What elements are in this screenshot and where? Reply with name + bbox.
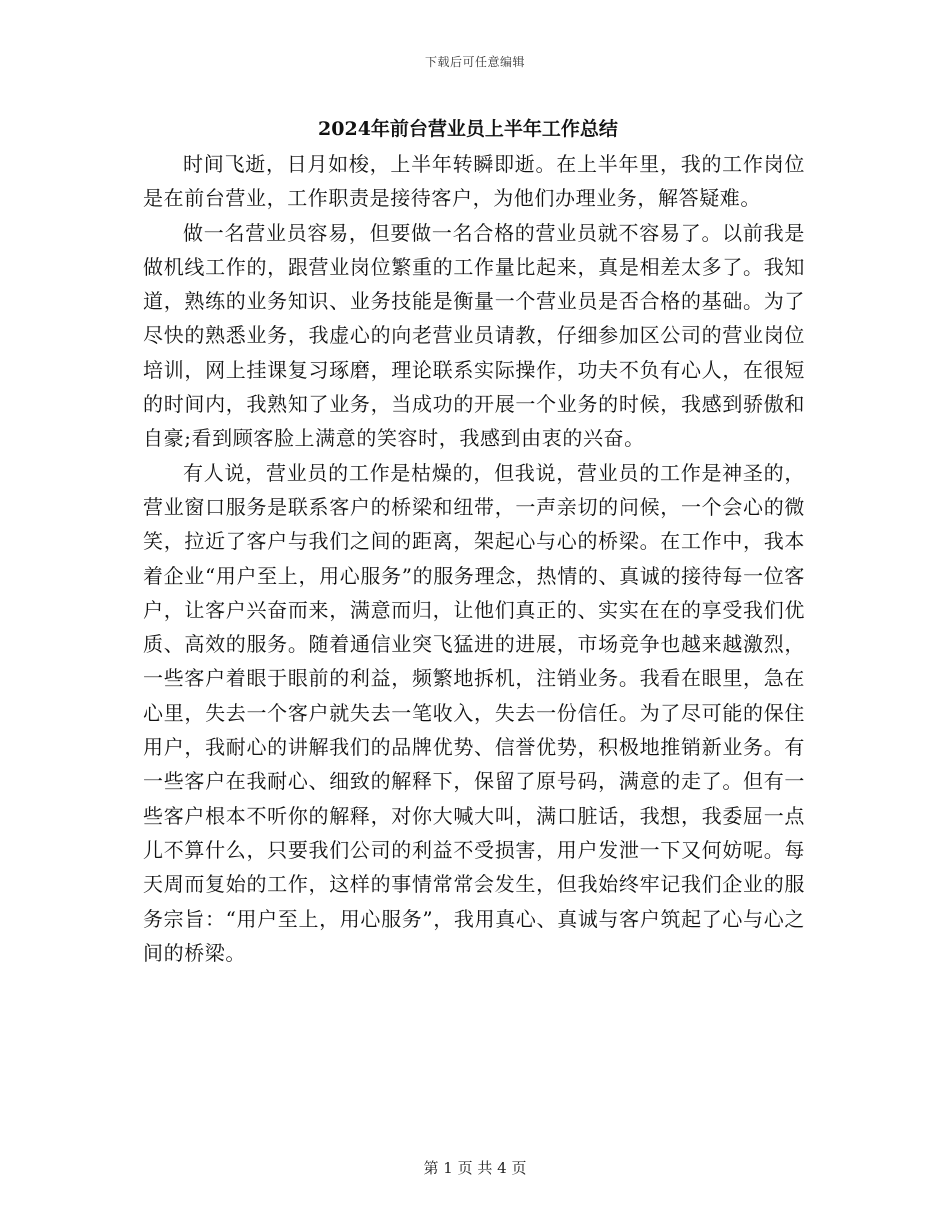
- document-title: 2024年前台营业员上半年工作总结: [318, 118, 618, 140]
- document-body: [143, 147, 805, 970]
- page-number: 第 1 页 共 4 页: [423, 1159, 527, 1177]
- paragraph-2: 做一名营业员容易，但要做一名合格的营业员就不容易了。以前我是做机线工作的，跟营业岗位繁重的工作量比起来，真是相差太多了。我知道，熟练的业务知识、业务技能是衡量一个营业员是否合格的基础。为了尽快的熟悉业务，我虚心的向老营业员请教，仔细参加区公司的营业岗位培训，网上挂课复习琢磨，理论联系实际操作，功夫不负有心人，在很短的时间内，我熟知了业务，当成功的开展一个业务的时候，我感到骄傲和自豪;看到顾客脸上满意的笑容时，我感到由衷的兴奋。: [143, 220, 805, 451]
- header-note: 下载后可任意编辑: [424, 55, 525, 69]
- paragraph-3: 有人说，营业员的工作是枯燥的，但我说，营业员的工作是神圣的，营业窗口服务是联系客户的桥梁和纽带，一声亲切的问候，一个会心的微笑，拉近了客户与我们之间的距离，架起心与心的桥梁。在工作中，我本着企业“用户至上，用心服务”的服务理念，热情的、真诚的接待每一位客户，让客户兴奋而来，满意而归，让他们真正的、实实在在的享受我们优质、高效的服务。随着通信业突飞猛进的进展，市场竞争也越来越激烈，一些客户着眼于眼前的利益，频繁地拆机，注销业务。我看在眼里，急在心里，失去一个客户就失去一笔收入，失去一份信任。为了尽可能的保住用户，我耐心的讲解我们的品牌优势、信誉优势，积极地推销新业务。有一些客户在我耐心、细致的解释下，保留了原号码，满意的走了。但有一些客户根本不听你的解释，对你大喊大叫，满口脏话，我想，我委屈一点儿不算什么，只要我们公司的利益不受损害，用户发泄一下又何妨呢。每天周而复始的工作，这样的事情常常会发生，但我始终牢记我们企业的服务宗旨：“用户至上，用心服务”，我用真心、真诚与客户筑起了心与心之间的桥梁。: [143, 460, 805, 965]
- paragraph-1: 时间飞逝，日月如梭，上半年转瞬即逝。在上半年里，我的工作岗位是在前台营业，工作职责是接待客户，为他们办理业务，解答疑难。: [143, 152, 805, 211]
